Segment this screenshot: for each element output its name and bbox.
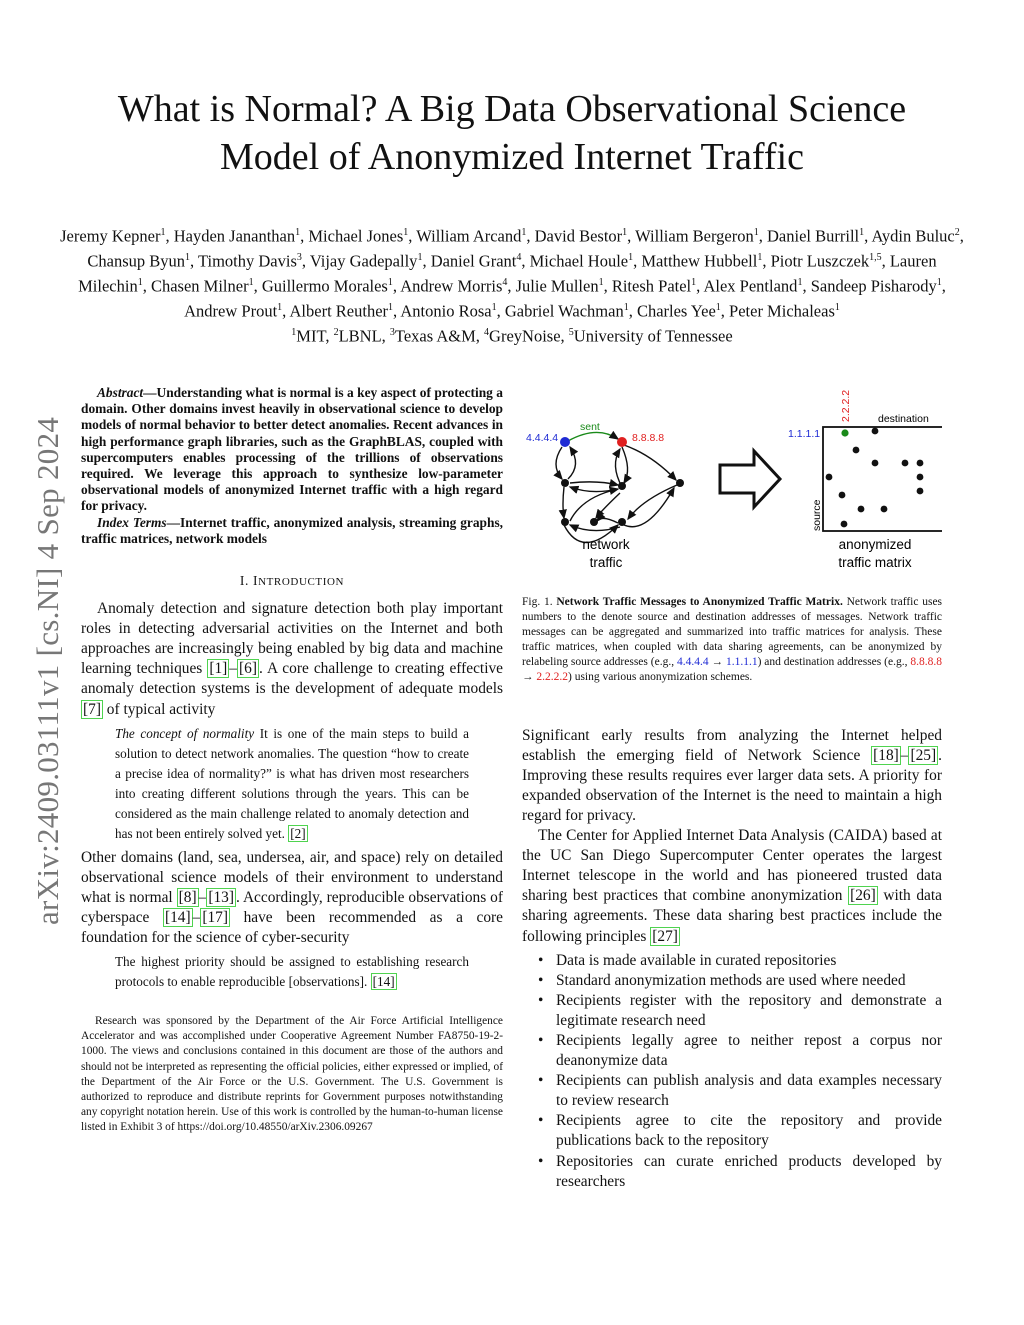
text-run: . Improving these results requires ever larger data sets. A priority for expanded observation of the Internet is the need to maintain a high regard for privacy. [522, 746, 942, 824]
text-run: – [229, 660, 237, 678]
graph-edge [570, 489, 618, 521]
author-name: Chasen Milner [150, 276, 249, 296]
graph-edge [624, 445, 676, 480]
citation-link[interactable]: [13] [208, 888, 234, 906]
graph-edge [570, 482, 618, 485]
destination-axis-label: destination [878, 413, 929, 425]
text-run: . A core challenge to creating effective anomaly detection systems is the development of adequate models [81, 660, 504, 698]
list-item: • Recipients can publish analysis and data examples necessary to review research [522, 1071, 942, 1111]
graph-edge [568, 447, 576, 479]
author-affiliation-mark: 1 [137, 277, 143, 288]
author-affiliation-mark: 3 [296, 252, 302, 263]
matrix-label-1: anonymized [838, 537, 912, 552]
source-node [560, 437, 570, 447]
anon-source-label: 1.1.1.1 [788, 428, 821, 440]
affiliation-number: 4 [484, 327, 490, 338]
author-affiliation-mark: 1 [628, 252, 634, 263]
author-name: David Bestor [534, 226, 623, 246]
text-run: of typical activity [102, 700, 216, 718]
list-item: • Data is made available in curated repositories [522, 951, 942, 971]
graph-nodes [560, 437, 684, 526]
section-title-initial: I [252, 573, 259, 589]
index-terms [81, 515, 503, 547]
author-affiliation-mark: 1 [185, 252, 191, 263]
author-affiliation-mark: 1 [715, 302, 721, 313]
matrix-entries [826, 428, 924, 528]
author-name: Lauren Milechin [78, 251, 937, 296]
abstract-label: Abstract [97, 385, 144, 400]
graph-node [590, 518, 598, 526]
matrix-entry [902, 460, 909, 467]
citation-link[interactable]: [17] [202, 908, 228, 926]
author-name: Guillermo Morales [261, 276, 388, 296]
transform-arrow-icon [720, 451, 780, 507]
figure-graphic [522, 385, 942, 585]
matrix-entry [853, 447, 860, 454]
graph-edge [622, 447, 628, 483]
author-affiliation-mark: 1,5 [869, 252, 882, 263]
text-run: – [900, 746, 909, 764]
author-affiliation-mark: 1 [797, 277, 803, 288]
matrix-entry [917, 460, 924, 467]
author-name: William Arcand [416, 226, 522, 246]
author-affiliation-mark: 1 [859, 227, 865, 238]
matrix-entry [872, 460, 879, 467]
graph-node [618, 482, 626, 490]
author-affiliation-mark: 1 [757, 252, 763, 263]
matrix-label-2: traffic matrix [838, 555, 912, 570]
graph-edge [556, 447, 562, 479]
author-name: Albert Reuther [289, 301, 389, 321]
author-affiliation-mark: 1 [598, 277, 604, 288]
index-terms-label: Index Terms [97, 514, 167, 530]
author-affiliation-mark: 1 [388, 302, 394, 313]
author-affiliation-mark: 1 [387, 277, 393, 288]
author-affiliation-mark: 1 [936, 277, 942, 288]
author-name: Julie Mullen [515, 276, 599, 296]
author-name: Hayden Jananthan [173, 226, 296, 246]
citation-link[interactable]: [14] [372, 974, 395, 990]
section-title-text [253, 573, 344, 588]
citation-link[interactable]: [27] [652, 927, 678, 945]
graph-edge [563, 487, 564, 518]
quote-emphasis: The concept of normality [115, 725, 255, 741]
affiliation-number: 3 [389, 327, 395, 338]
citation-link[interactable]: [8] [178, 888, 197, 906]
author-affiliation-mark: 1 [491, 302, 497, 313]
author-affiliation-mark: 1 [622, 227, 628, 238]
author-list [60, 222, 964, 347]
author-name: Gabriel Wachman [504, 301, 624, 321]
section-number: I. [239, 573, 249, 589]
matrix-entry [826, 474, 833, 481]
paper-title [60, 85, 964, 181]
affiliation-number: 5 [568, 327, 574, 338]
citation-link[interactable]: [25] [910, 746, 937, 764]
block-quote-2 [115, 952, 469, 992]
citation-link[interactable]: [1] [209, 660, 228, 678]
caption-prefix: Fig. 1. [522, 596, 553, 608]
matrix-entry [917, 474, 924, 481]
citation-link[interactable]: [26] [850, 887, 876, 905]
intro-paragraph-2 [81, 848, 503, 948]
intro-paragraph-1 [81, 599, 503, 720]
author-name: Daniel Burrill [767, 226, 860, 246]
right-paragraph-1 [522, 726, 942, 826]
anon-dest-label: 2.2.2.2 [840, 389, 852, 422]
list-item: • Recipients legally agree to neither repost a corpus nor deanonymize data [522, 1031, 942, 1071]
author-name: Piotr Luszczek [770, 251, 870, 271]
text-run: 2.2.2.2 [536, 671, 568, 684]
graph-node [561, 518, 569, 526]
author-name: Jeremy Kepner [60, 226, 161, 246]
author-names: Jeremy Kepner$^1$, Hayden Jananthan$^1$, Michael Jones$^1$, William Arcand$^1$, David Bestor$^1$, William Bergeron$^1$, Daniel Burrill$^1$, Aydin Buluc$^2$, Chansup Byun$^1$, Timothy Davis$^3$, Vijay Gadepally$^1$, Daniel Grant$^4$, Michael Houle$^1$, Matthew Hubbell$^1$, Piotr Luszczek$^{1,5}$, Lauren Milechin$^1$, Chasen Milner$^1$, Guillermo Morales$^1$, Andrew Morris$^4$, Julie Mullen$^1$, Ritesh Patel$^1$, Alex Pentland$^1$, Sandeep Pisharody$^1$, Andrew Prout$^1$, Albert Reuther$^1$, Antonio Rosa$^1$, Gabriel Wachman$^1$, Charles Yee$^1$, Peter Michaleas$^1$ [60, 226, 964, 321]
text-run: 8.8.8.8 [910, 656, 942, 669]
figure-caption [522, 595, 942, 686]
list-item: • Standard anonymization methods are used where needed [522, 971, 942, 991]
affiliation-name: MIT [296, 326, 326, 346]
matrix-entry [917, 488, 924, 495]
network-label-2: traffic [589, 555, 623, 570]
graph-edge [624, 488, 674, 527]
text-run: – [192, 908, 201, 926]
affiliation-name: GreyNoise [489, 326, 561, 346]
edge-sent [568, 432, 618, 441]
index-terms-text: —Internet traffic, anonymized analysis, streaming graphs, traffic matrices, network models [81, 514, 503, 546]
graph-node [561, 479, 569, 487]
author-affiliation-mark: 1 [248, 277, 254, 288]
text-run: with data sharing agreements. These data sharing best practices include the following principles [522, 887, 942, 945]
graph-edge [597, 518, 618, 523]
source-ip-label: 4.4.4.4 [526, 432, 559, 444]
matrix-entry [872, 428, 879, 435]
citation-link[interactable]: [2] [290, 825, 306, 841]
citation-link[interactable]: [14] [164, 908, 191, 926]
author-name: Michael Houle [529, 251, 629, 271]
funding-footnote: Research was sponsored by the Department of the Air Force Artificial Intelligence Accelerator and was accomplished under Cooperative Agreement Number FA8750-19-2-1000. The views and conclusions contained in this document are those of the authors and should not be interpreted as representing the official policies, either expressed or implied, of the Department of the Air Force or the U.S. Government. The U.S. Government is authorized to reproduce and distribute reprints for Government purposes notwithstanding any copyright notation herein. Use of this work is controlled by the human-to-human license listed in Exhibit 3 of https://doi.org/10.48550/arXiv.2306.09267 [81, 1015, 503, 1134]
author-name: Matthew Hubbell [641, 251, 758, 271]
graph-edge [615, 449, 622, 487]
affiliation-name: LBNL [338, 326, 382, 346]
text-run: Other domains (land, sea, undersea, air, and space) rely on detailed observational science models of their environment to understand what is normal [81, 848, 503, 906]
matrix-entry [841, 521, 848, 528]
author-name: Andrew Morris [400, 276, 503, 296]
matrix-entry [881, 506, 888, 513]
list-item: • Repositories can curate enriched products developed by researchers [522, 1152, 942, 1192]
text-run: ) and destination addresses (e.g., [757, 656, 911, 669]
author-name: Peter Michaleas [729, 301, 835, 321]
quote-text: The highest priority should be assigned to establishing research protocols to enable reproducible [observations]. [115, 954, 469, 990]
left-column [81, 385, 503, 1136]
author-name: Andrew Prout [184, 301, 278, 321]
anon-entry [841, 429, 848, 436]
affiliation-number: 2 [333, 327, 339, 338]
abstract [81, 385, 503, 515]
author-name: Vijay Gadepally [309, 251, 418, 271]
text-run: → [522, 671, 537, 684]
author-affiliation-mark: 4 [516, 252, 522, 263]
right-paragraph-2 [522, 826, 942, 947]
citation-link[interactable]: [7] [83, 700, 101, 718]
section-heading [81, 573, 503, 589]
author-affiliation-mark: 1 [277, 302, 283, 313]
author-affiliation-mark: 1 [160, 227, 166, 238]
text-run: 1.1.1.1 [725, 656, 758, 669]
author-affiliation-mark: 1 [691, 277, 697, 288]
citation-link[interactable]: [6] [239, 660, 257, 678]
caption-title: Network Traffic Messages to Anonymized Traffic Matrix. [556, 596, 843, 608]
affiliation-name: Texas A&M [394, 326, 476, 346]
graph-node [676, 479, 684, 487]
text-run: . Accordingly, reproducible observations of cyberspace [81, 888, 503, 926]
dest-ip-label: 8.8.8.8 [632, 432, 665, 444]
text-run: – [198, 888, 207, 906]
author-affiliation-mark: 1 [417, 252, 423, 263]
matrix-entry [839, 492, 846, 499]
text-run: Significant early results from analyzing the Internet helped establish the emerging field of Network Science [522, 726, 942, 764]
author-name: Michael Jones [308, 226, 404, 246]
author-name: Alex Pentland [703, 276, 798, 296]
graph-edges [556, 432, 677, 542]
affiliation-line: $^1$MIT, $^2$LBNL, $^3$Texas A&M, $^4$GreyNoise, $^5$University of Tennessee [291, 326, 733, 346]
author-name: William Bergeron [635, 226, 754, 246]
author-affiliation-mark: 1 [753, 227, 759, 238]
author-name: Sandeep Pisharody [810, 276, 937, 296]
graph-edge [596, 493, 620, 518]
title-line-2: Model of Anonymized Internet Traffic [220, 136, 804, 178]
matrix-entry [858, 506, 865, 513]
arxiv-stamp: arXiv:2409.03111v1 [cs.NI] 4 Sep 2024 [30, 416, 65, 925]
author-affiliation-mark: 2 [954, 227, 960, 238]
figure-1 [522, 385, 942, 585]
abstract-text: —Understanding what is normal is a key aspect of protecting a domain. Other domains invest heavily in observational science to develop models of normal behavior to better detect anomalies. Recent advances in high performance graph libraries, such as the GraphBLAS, coupled with supercomputers enables processing of the trillions of observations required. We leverage this approach to synthesize low-parameter observational models of anonymized Internet traffic with a high regard for privacy. [81, 385, 503, 514]
author-affiliation-mark: 1 [295, 227, 301, 238]
author-name: Chansup Byun [87, 251, 186, 271]
section-title-rest: NTRODUCTION [258, 576, 345, 589]
text-run: The Center for Applied Internet Data Analysis (CAIDA) based at the UC San Diego Supercomputer Center operates the largest Internet telescope in the world and has pioneered trusted data sharing best practices that combine anonymization [522, 827, 942, 905]
author-name: Daniel Grant [430, 251, 517, 271]
list-item: • Recipients agree to cite the repository and provide publications back to the repository [522, 1111, 942, 1151]
author-name: Ritesh Patel [611, 276, 692, 296]
right-body [522, 726, 942, 1192]
text-run: Network traffic uses numbers to the denote source and destination addresses of messages. Network traffic messages can be aggregated and summarized into traffic matrices for analysis. These traffic matrices, when coupled with data sharing agreements, can be anonymized by relabeling source addresses (e.g., [522, 596, 943, 669]
author-affiliation-mark: 1 [834, 302, 840, 313]
right-column [522, 385, 942, 1192]
text-run: have been recommended as a core foundation for the science of cyber-security [81, 908, 503, 946]
dest-node [617, 437, 627, 447]
source-axis-label: source [811, 499, 823, 531]
block-quote-1 [115, 724, 469, 844]
author-name: Antonio Rosa [400, 301, 492, 321]
sent-label: sent [580, 421, 600, 433]
author-name: Timothy Davis [198, 251, 297, 271]
citation-link[interactable]: [18] [873, 746, 899, 764]
author-name: Charles Yee [636, 301, 716, 321]
author-affiliation-mark: 1 [403, 227, 409, 238]
graph-node [618, 518, 626, 526]
quote-text: It is one of the main steps to build a solution to detect network anomalies. The question “how to create a precise idea of normality?” is what has driven most researchers into creating different solutions through the years. This can be considered as the main challenge related to anomaly detection and has not been entirely solved yet. [115, 725, 469, 841]
author-affiliation-mark: 1 [623, 302, 629, 313]
affiliation-number: 1 [291, 327, 297, 338]
author-name: Aydin Buluc [871, 226, 955, 246]
author-affiliation-mark: 4 [502, 277, 508, 288]
principles-list [522, 951, 942, 1192]
graph-edge [628, 485, 677, 519]
list-item: • Recipients register with the repository and demonstrate a legitimate research need [522, 991, 942, 1031]
text-run: 4.4.4.4 [677, 656, 709, 669]
title-line-1: What is Normal? A Big Data Observational Science [117, 88, 907, 130]
network-label-1: network [582, 537, 630, 552]
text-run: ) using various anonymization schemes. [568, 671, 753, 684]
traffic-matrix-box [823, 427, 942, 531]
affiliation-name: University of Tennessee [573, 326, 733, 346]
text-run: → [708, 656, 726, 669]
author-affiliation-mark: 1 [521, 227, 527, 238]
text-run: Anomaly detection and signature detection both play important roles in detecting adversarial activities on the Internet and both approaches are increasingly being enabled by big data and machine learning techniques [81, 600, 503, 678]
